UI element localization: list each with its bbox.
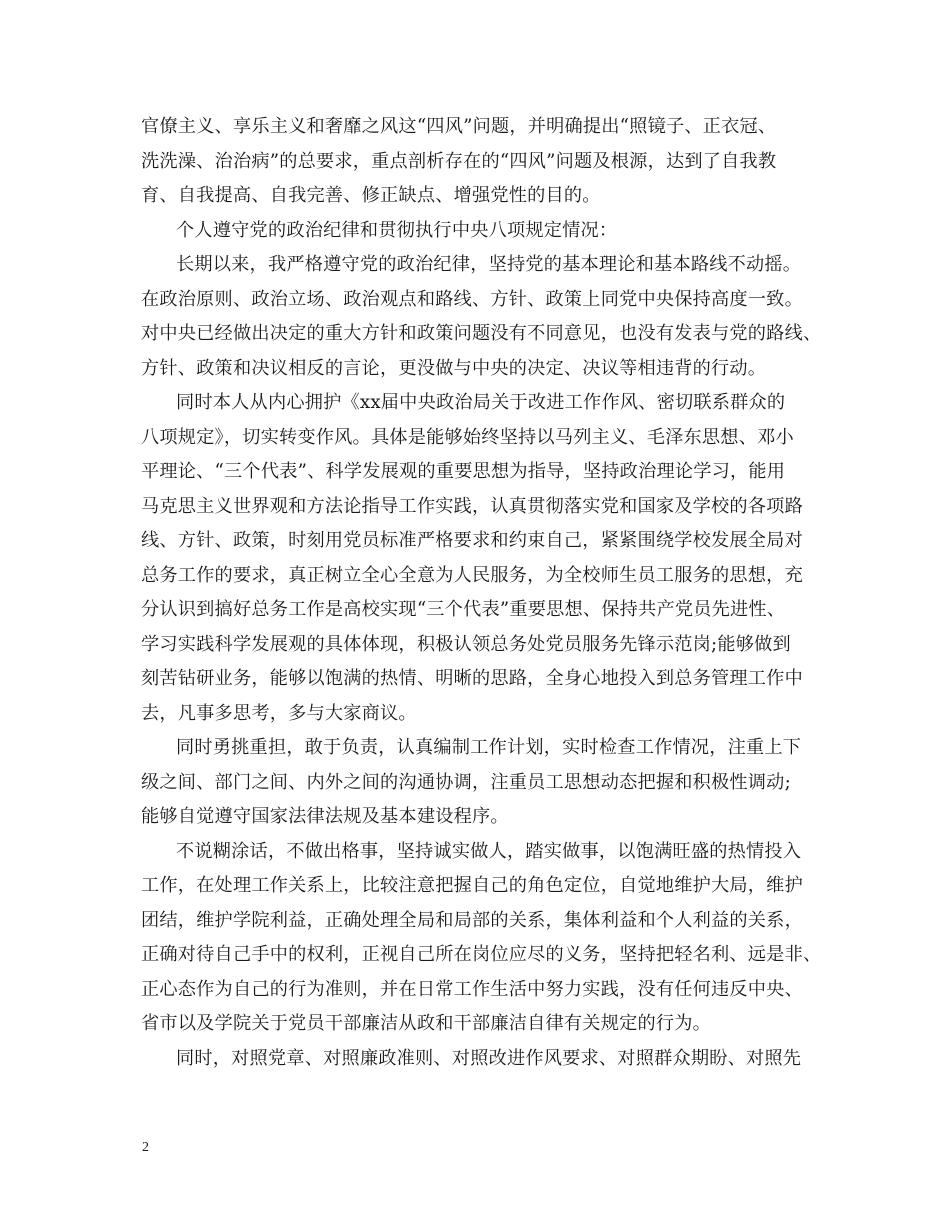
text-line: 分认识到搞好总务工作是高校实现“三个代表”重要思想、保持共产党员先进性、 bbox=[141, 599, 786, 620]
text-line: 官僚主义、享乐主义和奢靡之风这“四风”问题，并明确提出“照镜子、正衣冠、 bbox=[141, 116, 777, 137]
text-line: 同时勇挑重担，敢于负责，认真编制工作计划，实时检查工作情况，注重上下 bbox=[176, 737, 802, 758]
text-line: 同时，对照党章、对照廉政准则、对照改进作风要求、对照群众期盼、对照先 bbox=[176, 1047, 802, 1069]
text-line: 方针、政策和决议相反的言论，更没做与中央的决定、决议等相违背的行动。 bbox=[141, 357, 767, 379]
text-line: 同时本人从内心拥护《xx届中央政治局关于改进工作作风、密切联系群众的 bbox=[176, 392, 786, 413]
text-line: 个人遵守党的政治纪律和贯彻执行中央八项规定情况： bbox=[176, 219, 618, 241]
text-line: 马克思主义世界观和方法论指导工作实践，认真贯彻落实党和国家及学校的各项路 bbox=[141, 495, 803, 517]
text-line: 去，凡事多思考，多与大家商议。 bbox=[141, 702, 417, 724]
body-text bbox=[141, 110, 822, 1076]
text-line: 刻苦钻研业务，能够以饱满的热情、明晰的思路，全身心地投入到总务管理工作中 bbox=[141, 668, 803, 689]
text-line: 正心态作为自己的行为准则，并在日常工作生活中努力实践，没有任何违反中央、 bbox=[141, 978, 803, 1000]
text-line: 团结，维护学院利益，正确处理全局和局部的关系，集体利益和个人利益的关系， bbox=[141, 909, 803, 931]
text-line: 省市以及学院关于党员干部廉洁从政和干部廉洁自律有关规定的行为。 bbox=[141, 1013, 712, 1034]
text-line: 正确对待自己手中的权利，正视自己所在岗位应尽的义务，坚持把轻名利、远是非、 bbox=[141, 944, 822, 965]
text-line: 洗洗澡、治治病”的总要求，重点剖析存在的“四风”问题及根源，达到了自我教 bbox=[141, 150, 777, 172]
text-line: 八项规定》，切实转变作风。具体是能够始终坚持以马列主义、毛泽东思想、邓小 bbox=[141, 426, 794, 448]
text-line: 育、自我提高、自我完善、修正缺点、增强党性的目的。 bbox=[141, 185, 601, 206]
text-line: 在政治原则、政治立场、政治观点和路线、方针、政策上同党中央保持高度一致。 bbox=[141, 288, 803, 310]
text-line: 长期以来，我严格遵守党的政治纪律，坚持党的基本理论和基本路线不动摇。 bbox=[176, 254, 802, 275]
text-line: 工作，在处理工作关系上，比较注意把握自己的角色定位，自觉地维护大局，维护 bbox=[141, 875, 803, 896]
page-number: 2 bbox=[142, 1140, 149, 1155]
text-line: 学习实践科学发展观的具体体现，积极认领总务处党员服务先锋示范岗;能够做到 bbox=[141, 633, 791, 655]
text-line: 能够自觉遵守国家法律法规及基本建设程序。 bbox=[141, 806, 509, 827]
text-line: 总务工作的要求，真正树立全心全意为人民服务，为全校师生员工服务的思想，充 bbox=[141, 564, 803, 586]
text-line: 不说糊涂话，不做出格事，坚持诚实做人，踏实做事，以饱满旺盛的热情投入 bbox=[176, 840, 802, 862]
text-line: 线、方针、政策，时刻用党员标准严格要求和约束自己，紧紧围绕学校发展全局对 bbox=[141, 530, 803, 551]
text-line: 平理论、“三个代表”、科学发展观的重要思想为指导，坚持政治理论学习，能用 bbox=[141, 461, 786, 482]
text-line: 对中央已经做出决定的重大方针和政策问题没有不同意见，也没有发表与党的路线、 bbox=[141, 323, 822, 344]
text-line: 级之间、部门之间、内外之间的沟通协调，注重员工思想动态把握和积极性调动; bbox=[141, 771, 791, 793]
